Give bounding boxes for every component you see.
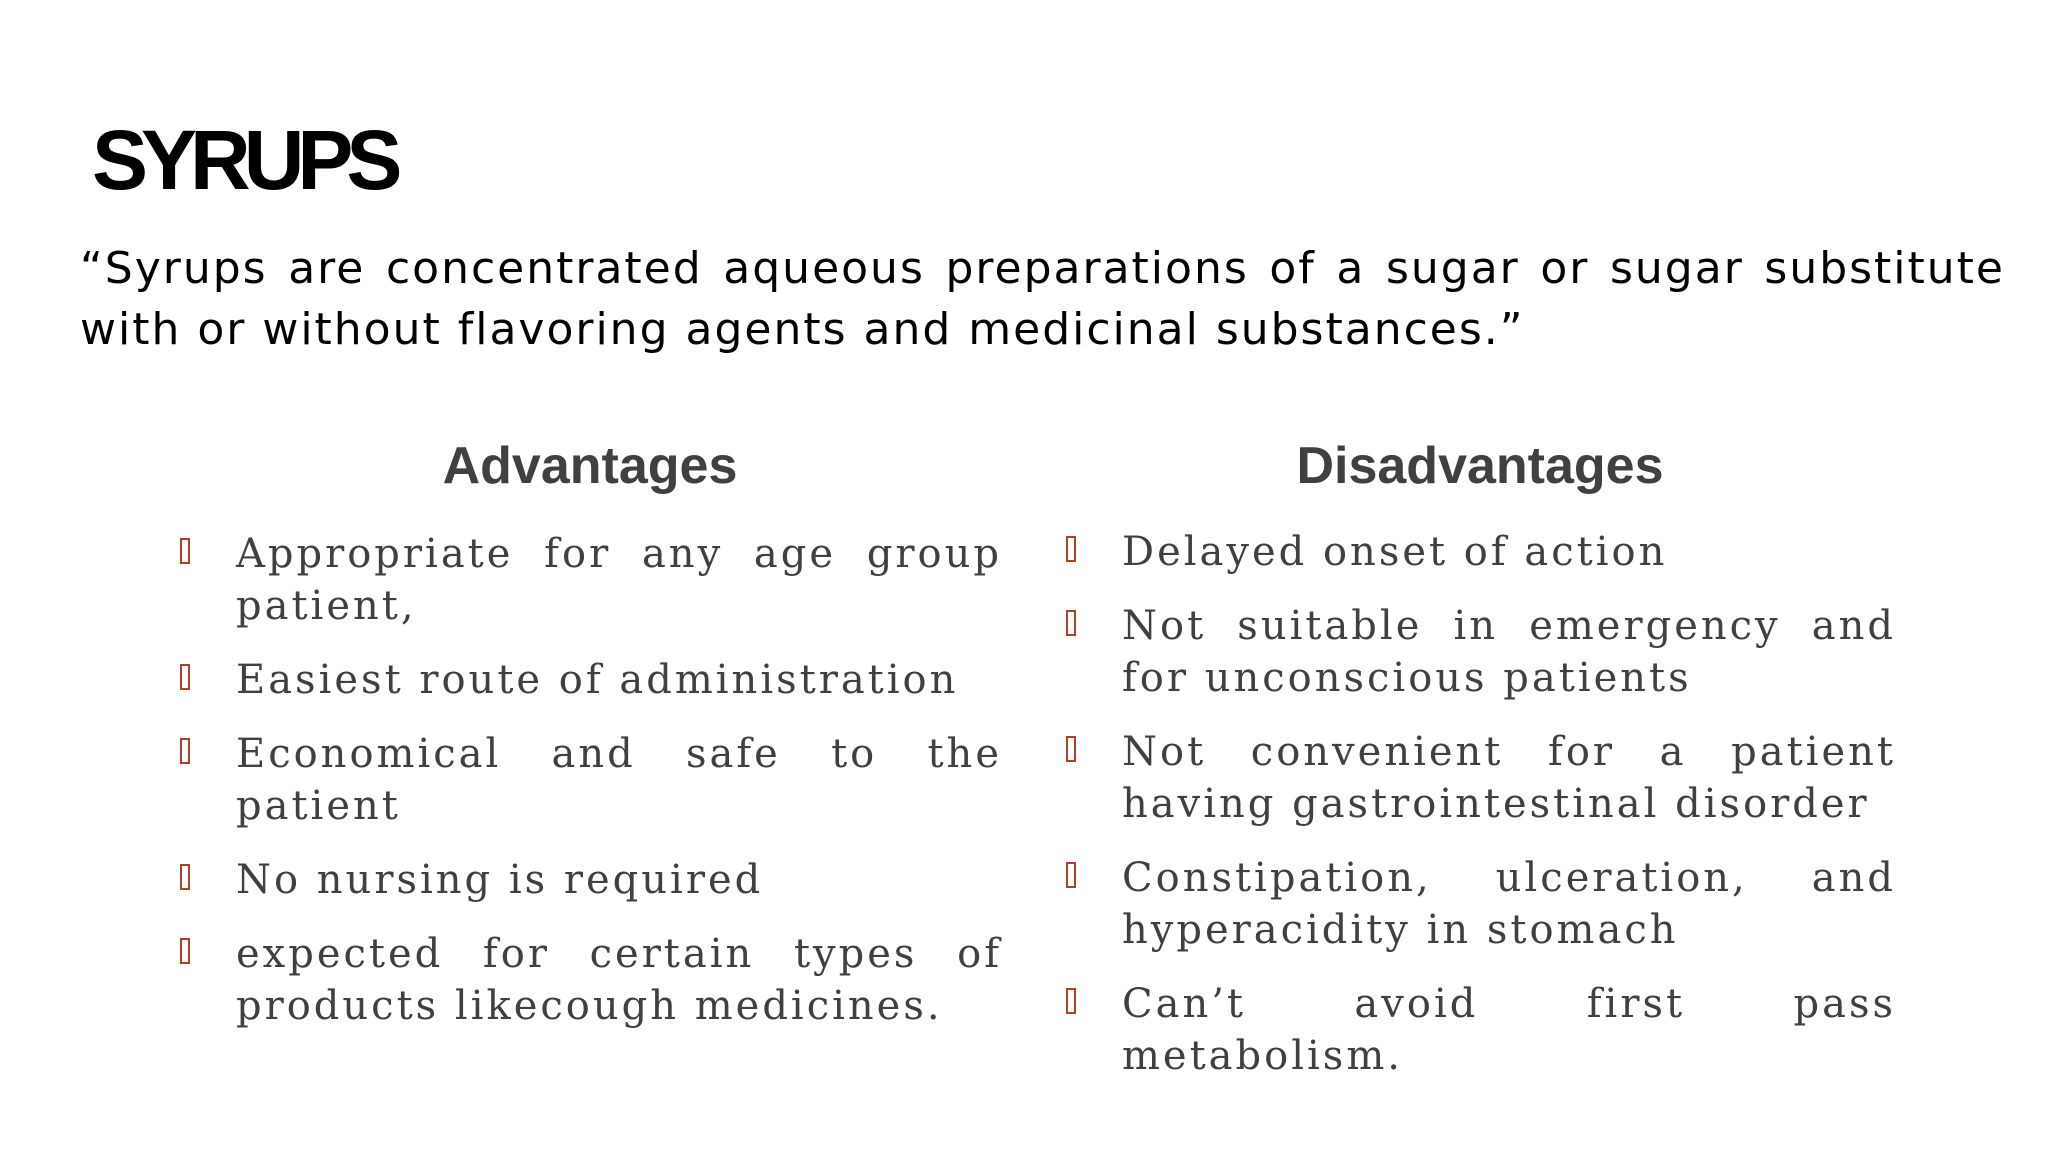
advantage-item (172, 654, 1002, 706)
syrup-definition: “Syrups are concentrated aqueous preparations of a sugar or sugar substitute with or without flavoring agents and medicinal substances.” (80, 243, 2005, 355)
advantage-item (172, 728, 1002, 832)
square-bullet-icon (180, 938, 190, 964)
square-bullet-icon (1066, 736, 1076, 762)
disadvantage-item (1058, 726, 1896, 830)
advantage-item (172, 928, 1002, 1032)
disadvantage-item-label: Delayed onset of action (1122, 529, 1668, 575)
advantages-list (172, 528, 1002, 1054)
square-bullet-icon (1066, 610, 1076, 636)
disadvantage-item (1058, 526, 1896, 578)
advantages-heading: Advantages (442, 437, 738, 495)
square-bullet-icon (180, 864, 190, 890)
advantage-item (172, 528, 1002, 632)
advantage-item-label: Economical and safe to the patient (236, 731, 1002, 829)
advantage-item-label: Appropriate for any age group patient, (236, 531, 1002, 629)
disadvantage-item (1058, 852, 1896, 956)
disadvantage-item-label: Can’t avoid first pass metabolism. (1122, 981, 1896, 1079)
advantage-item-label: No nursing is required (236, 857, 764, 903)
disadvantage-item-label: Not convenient for a patient having gastrointestinal disorder (1122, 729, 1896, 827)
disadvantage-item (1058, 978, 1896, 1082)
advantage-item-label: expected for certain types of products likecough medicines. (236, 931, 1002, 1029)
disadvantage-item-label: Not suitable in emergency and for unconscious patients (1122, 603, 1896, 701)
square-bullet-icon (1066, 536, 1076, 562)
square-bullet-icon (1066, 988, 1076, 1014)
disadvantages-heading: Disadvantages (1296, 437, 1664, 495)
square-bullet-icon (180, 738, 190, 764)
square-bullet-icon (1066, 862, 1076, 888)
slide-title: SYRUPS (92, 113, 396, 207)
square-bullet-icon (180, 538, 190, 564)
advantage-item (172, 854, 1002, 906)
disadvantage-item (1058, 600, 1896, 704)
square-bullet-icon (180, 664, 190, 690)
disadvantages-list (1058, 526, 1896, 1104)
disadvantage-item-label: Constipation, ulceration, and hyperacidity in stomach (1122, 855, 1896, 953)
advantage-item-label: Easiest route of administration (236, 657, 959, 703)
